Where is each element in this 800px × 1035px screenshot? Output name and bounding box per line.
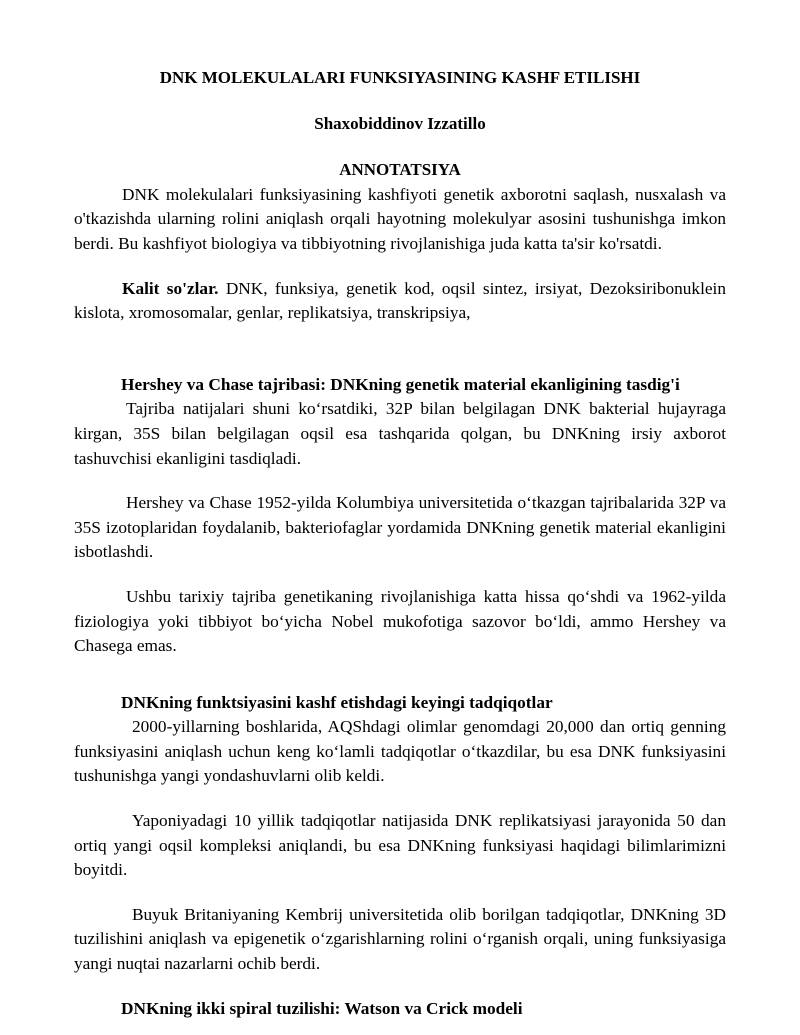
section-paragraph: Buyuk Britaniyaning Kembrij universitetida olib borilgan tadqiqotlar, DNKning 3D tuzilishini aniqlash va epigenetik oʻzgarishlarning rolini oʻrganish orqali, uning funksiyasiga yangi nuqtai nazarlarni ochib berdi. (74, 904, 726, 974)
section-paragraph: Tajriba natijalari shuni koʻrsatdiki, 32P bilan belgilagan DNK bakterial hujayraga kirgan, 35S bilan belgilagan oqsil esa tashqarida qolgan, bu DNKning irsiy axborot tashuvchisi ekanligini tasdiqladi. (74, 399, 726, 468)
annotation-text: DNK molekulalari funksiyasining kashfiyoti genetik axborotni saqlash, nusxalash va o'tkazishda ularning rolini aniqlash orqali hayotning molekulyar asosini tushunishga imkon berdi. Bu kashfiyot biologiya va tibbiyotning rivojlanishiga juda katta ta'sir ko'rsatdi. (74, 184, 726, 253)
document-body (74, 66, 726, 1021)
keywords-paragraph (74, 277, 726, 326)
document-title: DNK MOLEKULALARI FUNKSIYASINING KASHF ETILISHI (159, 68, 641, 87)
section-paragraph: 2000-yillarning boshlarida, AQShdagi olimlar genomdagi 20,000 dan ortiq genning funksiyasini aniqlash uchun keng koʻlamli tadqiqotlar oʻtkazdilar, bu esa DNK funksiyasini tushunishga yangi yondashuvlarni olib keldi. (74, 717, 726, 786)
section-heading-double-helix: DNKning ikki spiral tuzilishi: Watson va Crick modeli (121, 998, 523, 1018)
section-paragraph: Yaponiyadagi 10 yillik tadqiqotlar natijasida DNK replikatsiyasi jarayonida 50 dan ortiq yangi oqsil kompleksi aniqlandi, bu esa DNKning funksiyasi haqidagi bilimlarimizni boyitdi. (74, 811, 726, 880)
section-heading-hershey-chase: Hershey va Chase tajribasi: DNKning genetik material ekanligining tasdig'i (121, 374, 680, 394)
keywords-list: DNK, funksiya, genetik kod, oqsil sintez, irsiyat, Dezoksiribonuklein kislota, xromosomalar, genlar, replikatsiya, transkripsiya, (74, 278, 726, 323)
section-paragraph: Hershey va Chase 1952-yilda Kolumbiya universitetida oʻtkazgan tajribalarida 32P va 35S izotoplaridan foydalanib, bakteriofaglar yordamida DNKning genetik material ekanligini isbotlashdi. (74, 493, 726, 562)
section-paragraph: Ushbu tarixiy tajriba genetikaning rivojlanishiga katta hissa qoʻshdi va 1962-yilda fiziologiya yoki tibbiyot boʻyicha Nobel mukofotiga sazovor boʻldi, ammo Hershey va Chasega emas. (74, 586, 726, 656)
annotation-heading: ANNOTATSIYA (339, 160, 461, 180)
keywords-label: Kalit so'zlar. (122, 278, 219, 298)
author-name: Shaxobiddinov Izzatillo (314, 113, 486, 133)
section-heading-further-research: DNKning funktsiyasini kashf etishdagi keyingi tadqiqotlar (121, 692, 553, 712)
